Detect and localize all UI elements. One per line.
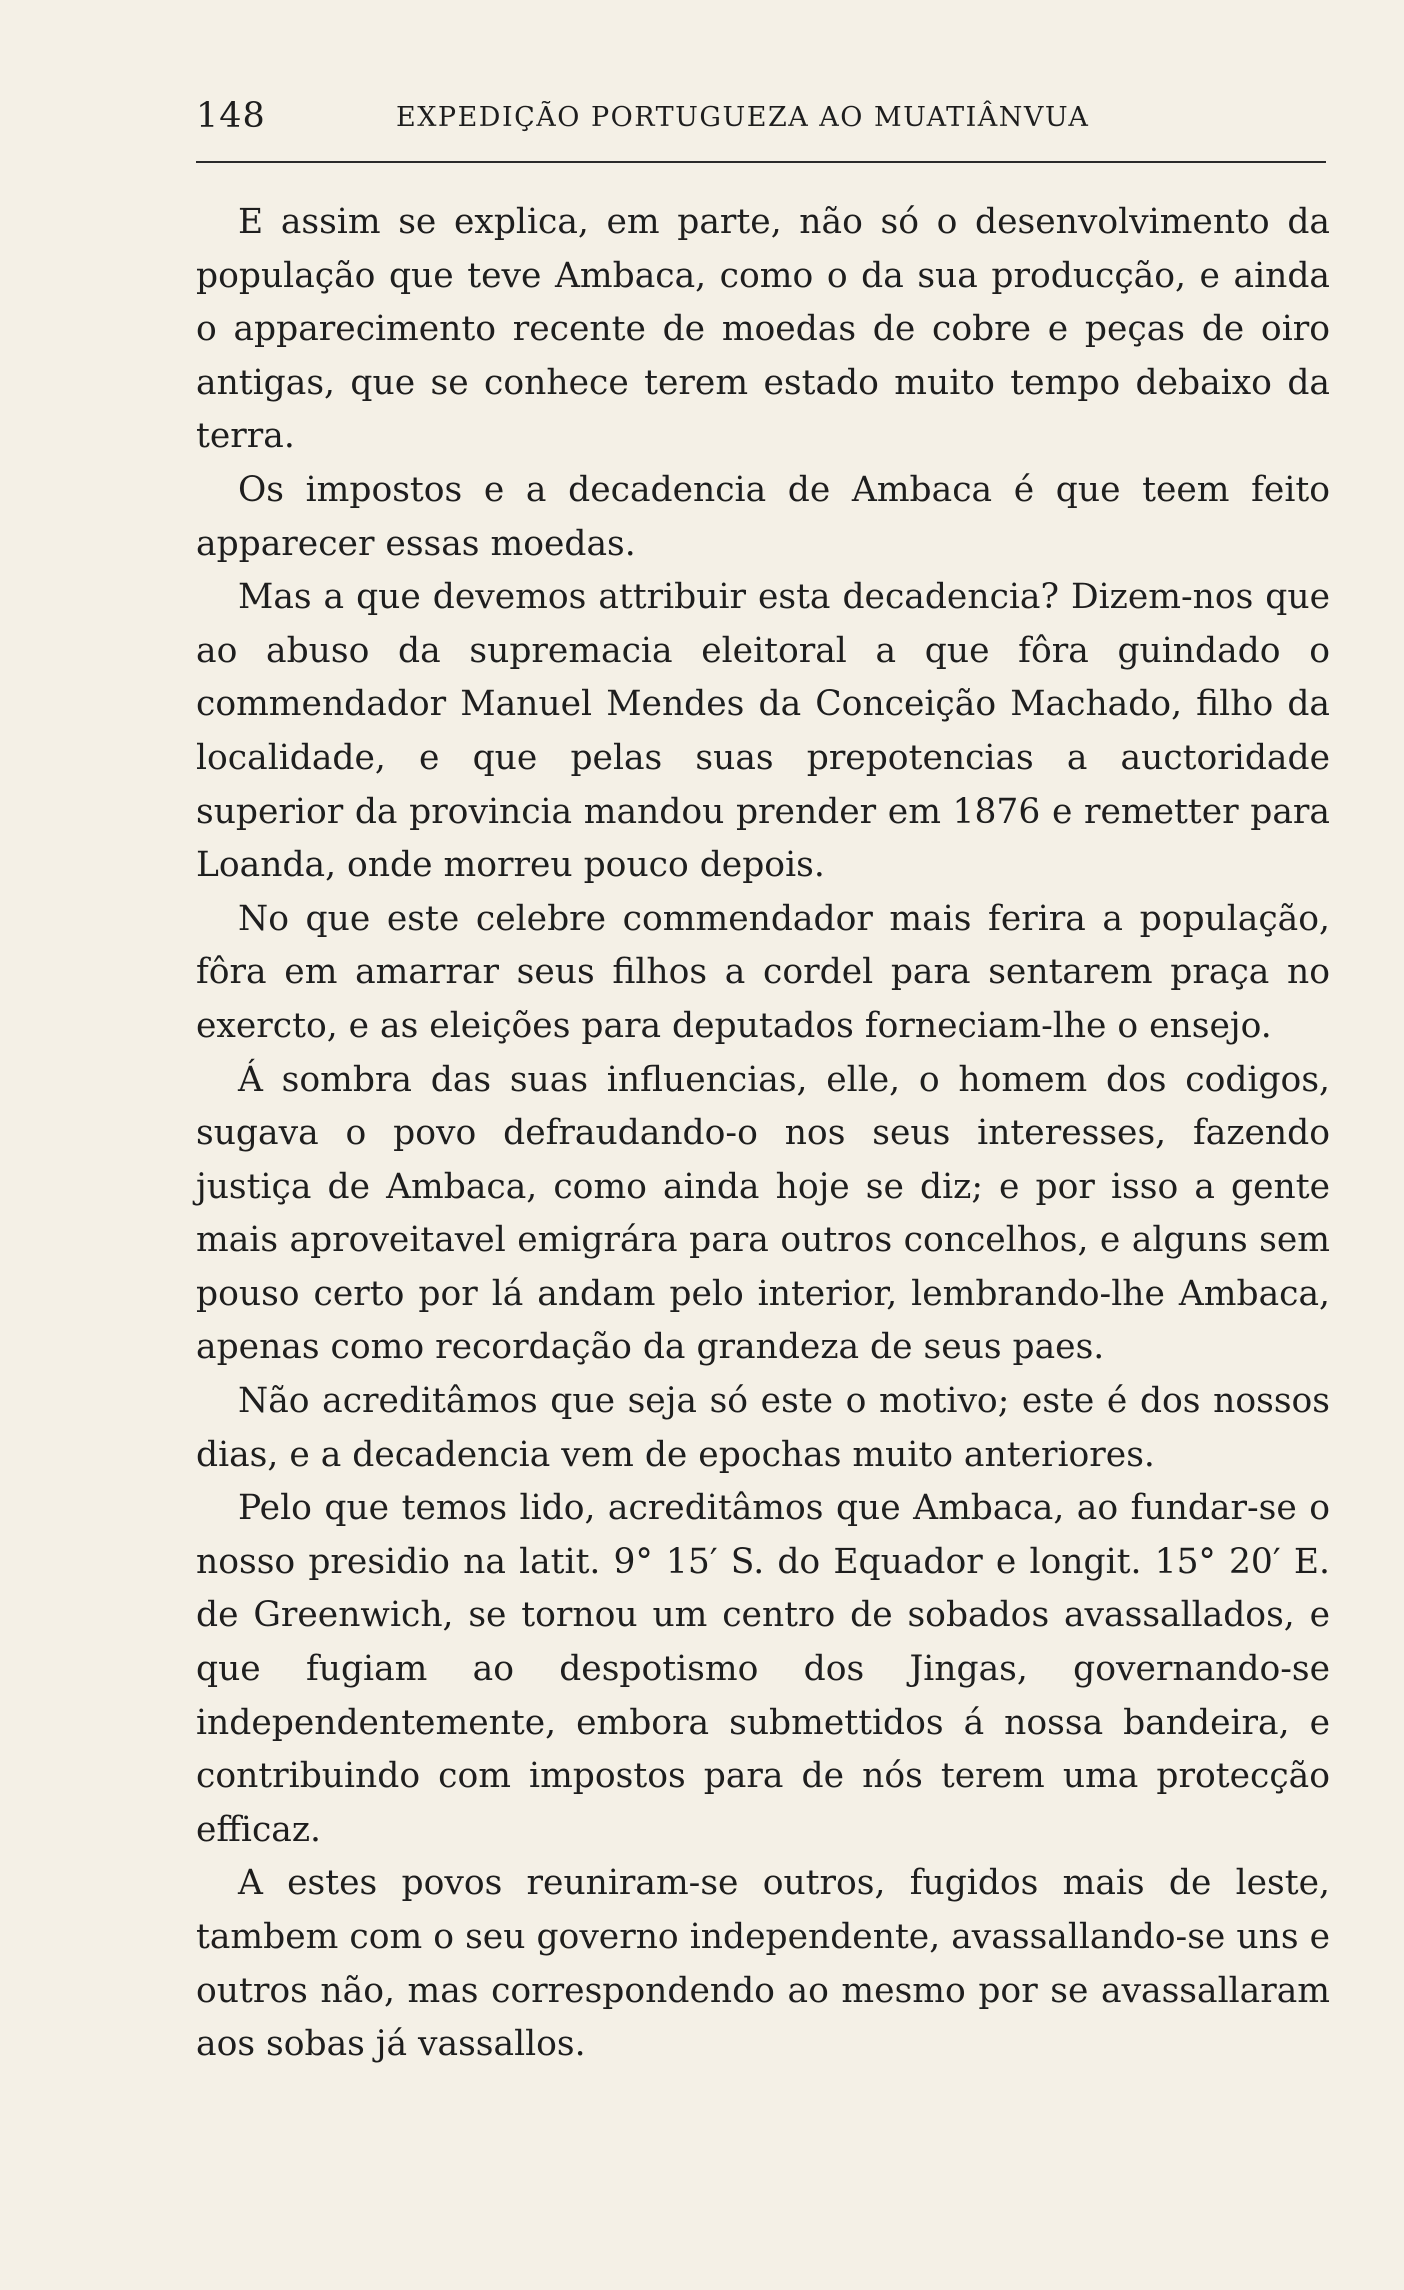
header-rule [196,161,1326,163]
running-title: EXPEDIÇÃO PORTUGUEZA AO MUATIÂNVUA [396,102,1090,133]
paragraph: E assim se explica, em parte, não só o desenvolvimento da população que teve Ambaca, como o da sua producção, e ainda o apparecimento recente de moedas de cobre e peças de oiro antigas, que se conhece terem estado muito tempo debaixo da terra. [196,202,1330,457]
running-head [196,92,1326,140]
paragraph: Á sombra das suas influencias, elle, o homem dos codigos, sugava o povo defraudando-o nos seus interesses, fazendo justiça de Ambaca, como ainda hoje se diz; e por isso a gente mais aproveitavel emigrára para outros concelhos, e alguns sem pouso certo por lá andam pelo interior, lembrando-lhe Ambaca, apenas como recordação da grandeza de seus paes. [196,1059,1330,1368]
paragraph: A estes povos reuniram-se outros, fugidos mais de leste, tambem com o seu governo independente, avassallando-se uns e outros não, mas correspondendo ao mesmo por se avassallaram aos sobas já vassallos. [196,1863,1330,2065]
paragraph: Os impostos e a decadencia de Ambaca é que teem feito apparecer essas moedas. [196,469,1330,564]
paragraph: Não acreditâmos que seja só este o motivo; este é dos nossos dias, e a decadencia vem de epochas muito anteriores. [196,1381,1330,1475]
paragraph: No que este celebre commendador mais ferira a população, fôra em amarrar seus filhos a cordel para sentarem praça no exercto, e as eleições para deputados forneciam-lhe o ensejo. [196,898,1330,1046]
page-number: 148 [196,96,266,136]
paragraph: Mas a que devemos attribuir esta decadencia? Dizem-nos que ao abuso da supremacia eleitoral a que fôra guindado o commendador Manuel Mendes da Conceição Machado, filho da localidade, e que pelas suas prepotencias a auctoridade superior da provincia mandou prender em 1876 e remetter para Loanda, onde morreu pouco depois. [196,577,1330,886]
paragraph: Pelo que temos lido, acreditâmos que Ambaca, ao fundar-se o nosso presidio na latit. 9° 15′ S. do Equador e longit. 15° 20′ E. de Greenwich, se tornou um centro de sobados avassallados, e que fugiam ao despotismo dos Jingas, governando-se independentemente, embora submettidos á nossa bandeira, e contribuindo com impostos para de nós terem uma protecção efficaz. [196,1488,1330,1850]
body-text [196,196,1330,2072]
